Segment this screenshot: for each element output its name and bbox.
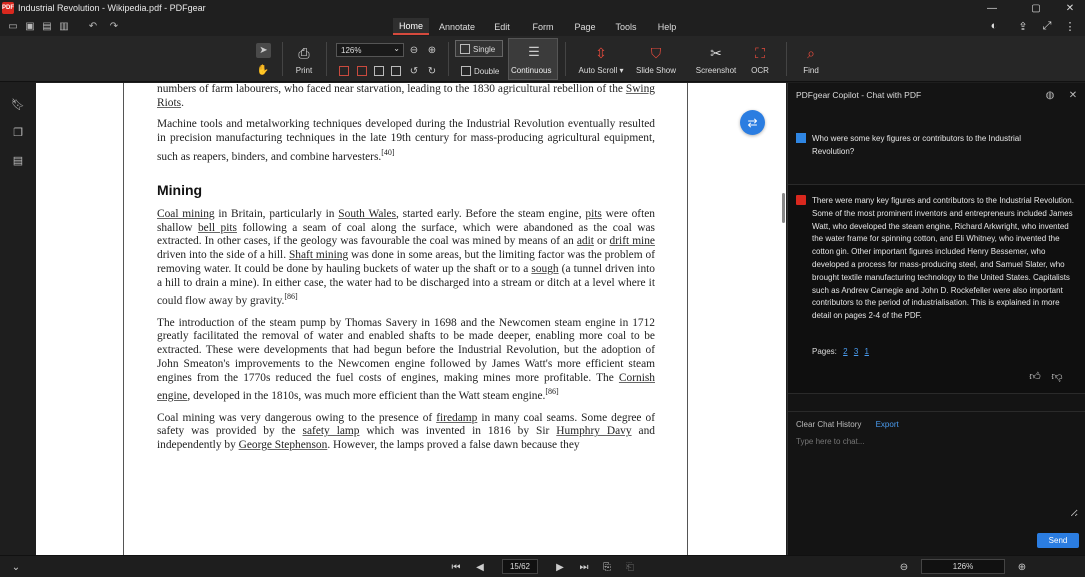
zoom-field[interactable]: 126%	[921, 559, 1005, 574]
continuous-view-button[interactable]	[508, 38, 558, 80]
double-view-button[interactable]	[461, 66, 499, 76]
link-swing-riots[interactable]: Swing Riots	[157, 83, 655, 109]
export-button[interactable]: Export	[875, 420, 899, 429]
maximize-icon[interactable]: ▢	[1031, 2, 1041, 14]
find-icon: ⌕	[807, 44, 815, 61]
chevron-down-icon[interactable]: ⌄	[11, 561, 21, 573]
paragraph	[157, 317, 655, 404]
page-link[interactable]: 2	[843, 347, 848, 356]
title-bar	[0, 0, 1085, 16]
single-page-icon	[460, 44, 470, 54]
text-run: in many coal seams. Some degree of safety was provided by the	[157, 411, 655, 438]
link-firedamp[interactable]: firedamp	[436, 411, 478, 424]
fullscreen-icon[interactable]: ⤢	[1042, 19, 1052, 32]
text-run: which was invented in 1816 by Sir	[359, 425, 557, 438]
prev-page-icon[interactable]: ◀	[476, 561, 484, 573]
user-avatar-icon	[796, 133, 806, 143]
slide-show-button[interactable]	[634, 44, 678, 75]
tab-help[interactable]: Help	[657, 21, 677, 32]
first-page-icon[interactable]: ⏮︎	[451, 561, 461, 573]
link-george-stephenson[interactable]: George Stephenson	[238, 439, 328, 452]
zoom-out-icon[interactable]: ⊖	[899, 561, 909, 573]
citation[interactable]: [86]	[284, 292, 298, 302]
ocr-icon: ⛶	[755, 44, 765, 61]
link-humphry-davy[interactable]: Humphry Davy	[556, 425, 632, 438]
zoom-out-icon[interactable]: ⊖	[409, 44, 419, 56]
assistant-avatar-icon	[796, 195, 806, 205]
chevron-down-icon: ⌄	[393, 44, 400, 53]
tab-annotate[interactable]: Annotate	[438, 21, 476, 32]
hand-tool-icon[interactable]: ✋	[256, 64, 270, 76]
find-label: Find	[803, 66, 819, 75]
ocr-button[interactable]	[748, 44, 772, 75]
go-back-icon[interactable]: ⎘	[603, 561, 611, 573]
page-references	[812, 347, 869, 356]
page-link[interactable]: 3	[853, 347, 859, 356]
thumbnails-icon[interactable]: ❐	[13, 126, 23, 139]
paragraph	[157, 208, 655, 309]
chat-settings-icon[interactable]: ◍	[1045, 89, 1055, 101]
link-pits[interactable]: pits	[585, 208, 602, 221]
divider	[788, 411, 1085, 412]
zoom-in-icon[interactable]: ⊕	[427, 44, 437, 56]
page-link[interactable]: 1	[864, 347, 869, 356]
slide-show-icon: ⛉	[650, 44, 662, 61]
pages-label: Pages:	[812, 347, 837, 356]
actual-size-icon[interactable]	[374, 66, 384, 76]
thumbs-up-icon[interactable]: 👍︎	[1029, 370, 1041, 383]
translate-float-icon[interactable]: ⇄	[740, 110, 765, 135]
undo-icon[interactable]: ↶	[88, 20, 98, 32]
copilot-chat-panel	[787, 83, 1085, 555]
document-viewport[interactable]	[36, 83, 786, 555]
rotate-left-icon[interactable]: ↺	[409, 65, 419, 77]
fit-visible-icon[interactable]	[391, 66, 401, 76]
text-run: Coal mining was very dangerous owing to the presence of	[157, 411, 437, 424]
printer-icon: ⎙	[298, 44, 310, 61]
link-adit[interactable]: adit	[576, 235, 594, 248]
chat-actions	[796, 420, 899, 429]
text-run: was done in some areas, but the limiting factor was the problem of removing water. It could be done by hauling buckets of water up the shaft or to a	[157, 249, 655, 275]
tab-home[interactable]: Home	[393, 18, 429, 35]
paragraph: numbers of farm labourers, who faced near starvation, leading to the 1830 agricultural rebellion of the Swing Riots.	[157, 83, 655, 109]
comments-icon[interactable]: ▤	[12, 154, 24, 167]
text-run: numbers of farm labourers, who faced near starvation, leading to the 1830 agricultural rebellion of the	[157, 83, 623, 95]
auto-scroll-icon: ⇳	[595, 44, 607, 61]
continuous-label: Continuous	[511, 66, 552, 75]
single-label: Single	[473, 44, 496, 54]
text-run: and independently by	[157, 425, 655, 452]
zoom-value: 126%	[341, 45, 362, 55]
link-drift-mine[interactable]: drift mine	[609, 235, 655, 248]
separator	[448, 42, 449, 76]
double-page-icon	[461, 66, 471, 76]
scissors-icon: ✂	[710, 44, 722, 61]
text-run: , started early. Before the steam engine,	[396, 208, 586, 221]
tab-page[interactable]: Page	[574, 21, 596, 32]
link-coal-mining[interactable]: Coal mining	[157, 208, 215, 221]
link-sough[interactable]: sough	[531, 262, 559, 275]
zoom-in-icon[interactable]: ⊕	[1017, 561, 1027, 573]
print-label: Print	[295, 66, 313, 75]
vertical-scrollbar[interactable]	[782, 193, 785, 223]
tab-tools[interactable]: Tools	[615, 21, 637, 32]
link-bell-pits[interactable]: bell pits	[197, 221, 237, 234]
single-view-button[interactable]	[455, 40, 503, 57]
slide-show-label: Slide Show	[635, 66, 677, 75]
text-run: . However, the lamps proved a false dawn because they	[327, 439, 580, 452]
link-safety-lamp[interactable]: safety lamp	[302, 425, 360, 438]
share-icon[interactable]: ⇪	[1018, 20, 1028, 33]
assistant-message	[788, 184, 1085, 394]
rotate-right-icon[interactable]: ↻	[427, 65, 437, 77]
link-cornish-engine[interactable]: Cornish engine	[157, 371, 655, 403]
bookmark-icon[interactable]: 🔖︎	[11, 98, 25, 111]
text-run: The introduction of the steam pump by Thomas Savery in 1698 and the Newcomen steam engine in 1712 greatly facilitated the removal of water and enabled shafts to be made deeper, enabling more coal to be extracted. These were developments that had begun before the Industrial Revolution, but the adoption of John Smeaton's improvements to the Newcomen engine followed by James Watt's more efficient steam engines from the 1770s reduced the fuel costs of engines, making mines more profitable. The	[157, 316, 655, 384]
text-run: or	[593, 235, 610, 248]
thumbs-down-icon[interactable]: 👎︎	[1051, 370, 1063, 383]
text-run: (a tunnel driven into a hill to drain a mine). In either case, the water had to be discharged into a stream or ditch at a level where it could flow away by gravity.	[157, 262, 655, 308]
text-run: were often shallow	[157, 208, 655, 234]
redo-icon[interactable]: ↷	[109, 20, 119, 32]
fit-page-icon[interactable]	[339, 66, 349, 76]
page-number-field[interactable]: 15/62	[502, 559, 538, 574]
user-message-text: Who were some key figures or contributors to the Industrial Revolution?	[812, 134, 1021, 156]
auto-scroll-button[interactable]	[575, 44, 627, 75]
pdf-page-content	[157, 83, 655, 461]
go-forward-icon[interactable]: ⎗	[626, 561, 634, 573]
text-run: following a seam of coal along the surface, which were abandoned as the coal was extracted. In other cases, if the geology was favourable the coal was mined by means of an	[157, 221, 655, 248]
user-message	[788, 123, 1085, 169]
screenshot-label: Screenshot	[695, 66, 737, 75]
bottom-bar	[0, 555, 1085, 577]
save-as-icon[interactable]: ▤	[42, 20, 52, 32]
next-page-icon[interactable]: ▶	[556, 561, 564, 573]
close-chat-icon[interactable]: ✕	[1068, 89, 1078, 101]
separator	[282, 42, 283, 76]
print-quick-icon[interactable]: ▥	[59, 20, 69, 32]
send-button[interactable]: Send	[1037, 533, 1079, 548]
more-icon[interactable]: ⋮	[1064, 20, 1076, 33]
text-run: , developed in the 1810s, was much more efficient than the Watt steam engine.	[187, 390, 546, 403]
pdfgear-logo-icon: PDF	[2, 2, 14, 14]
link-south-wales[interactable]: South Wales	[338, 208, 397, 221]
citation[interactable]: [40]	[381, 147, 395, 157]
minimize-icon[interactable]: —	[987, 2, 997, 14]
last-page-icon[interactable]: ⏭︎	[579, 561, 589, 573]
left-sidebar	[0, 83, 36, 555]
chat-input[interactable]	[796, 437, 1078, 517]
separator	[565, 42, 566, 76]
tab-form[interactable]: Form	[532, 21, 554, 32]
text-run: in Britain, particularly in	[214, 208, 339, 221]
select-tool-icon[interactable]: ➤	[256, 43, 271, 58]
link-shaft-mining[interactable]: Shaft mining	[288, 249, 349, 262]
continuous-icon: ☰	[528, 44, 540, 59]
zoom-select[interactable]	[336, 43, 404, 57]
menu-row	[0, 16, 1085, 36]
auto-scroll-label: Auto Scroll	[578, 66, 618, 75]
clear-history-button[interactable]: Clear Chat History	[796, 420, 862, 429]
print-button[interactable]	[292, 44, 316, 75]
separator	[786, 42, 787, 76]
save-icon[interactable]: ▣	[25, 20, 35, 32]
theme-toggle-icon[interactable]: ◐	[990, 20, 998, 32]
text-run: Machine tools and metalworking techniques developed during the Industrial Revolution eventually resulted in precision manufacturing techniques in the late 19th century for mass-producing agricultural equipment, such as reapers, binders, and combine harvesters.	[157, 118, 655, 163]
dropdown-caret-icon: ▾	[619, 66, 624, 75]
double-label: Double	[474, 66, 500, 76]
close-window-icon[interactable]: ✕	[1065, 2, 1075, 14]
find-button[interactable]	[799, 44, 823, 75]
window-title: Industrial Revolution - Wikipedia.pdf - PDFgear	[18, 3, 206, 13]
assistant-message-text: There were many key figures and contributors to the Industrial Revolution. Some of the most prominent inventors and entrepreneurs included James Watt, who developed the steam engine, Richard Arkwright, who invented the water frame for spinning cotton, and Eli Whitney, who invented the cotton gin. Other important figures included Henry Bessemer, who developed a process for mass-producing steel, and Samuel Slater, who brought textile manufacturing technology to the United States. Capitalists such as Andrew Carnegie and John D. Rockefeller were also important contributors to the period of industrialisation. This is explained in more detail on pages 2-4 of the PDF.	[812, 196, 1074, 321]
ocr-label: OCR	[751, 66, 769, 75]
paragraph	[157, 118, 655, 164]
tab-edit[interactable]: Edit	[494, 21, 510, 32]
separator	[326, 42, 327, 76]
fit-width-icon[interactable]	[357, 66, 367, 76]
screenshot-button[interactable]	[693, 44, 739, 75]
citation[interactable]: [86]	[545, 387, 559, 397]
open-folder-icon[interactable]: ▭	[8, 20, 18, 32]
text-run: driven into the side of a hill.	[157, 249, 289, 262]
section-heading: Mining	[157, 182, 203, 199]
paragraph	[157, 412, 655, 453]
chat-title: PDFgear Copilot - Chat with PDF	[796, 90, 922, 100]
